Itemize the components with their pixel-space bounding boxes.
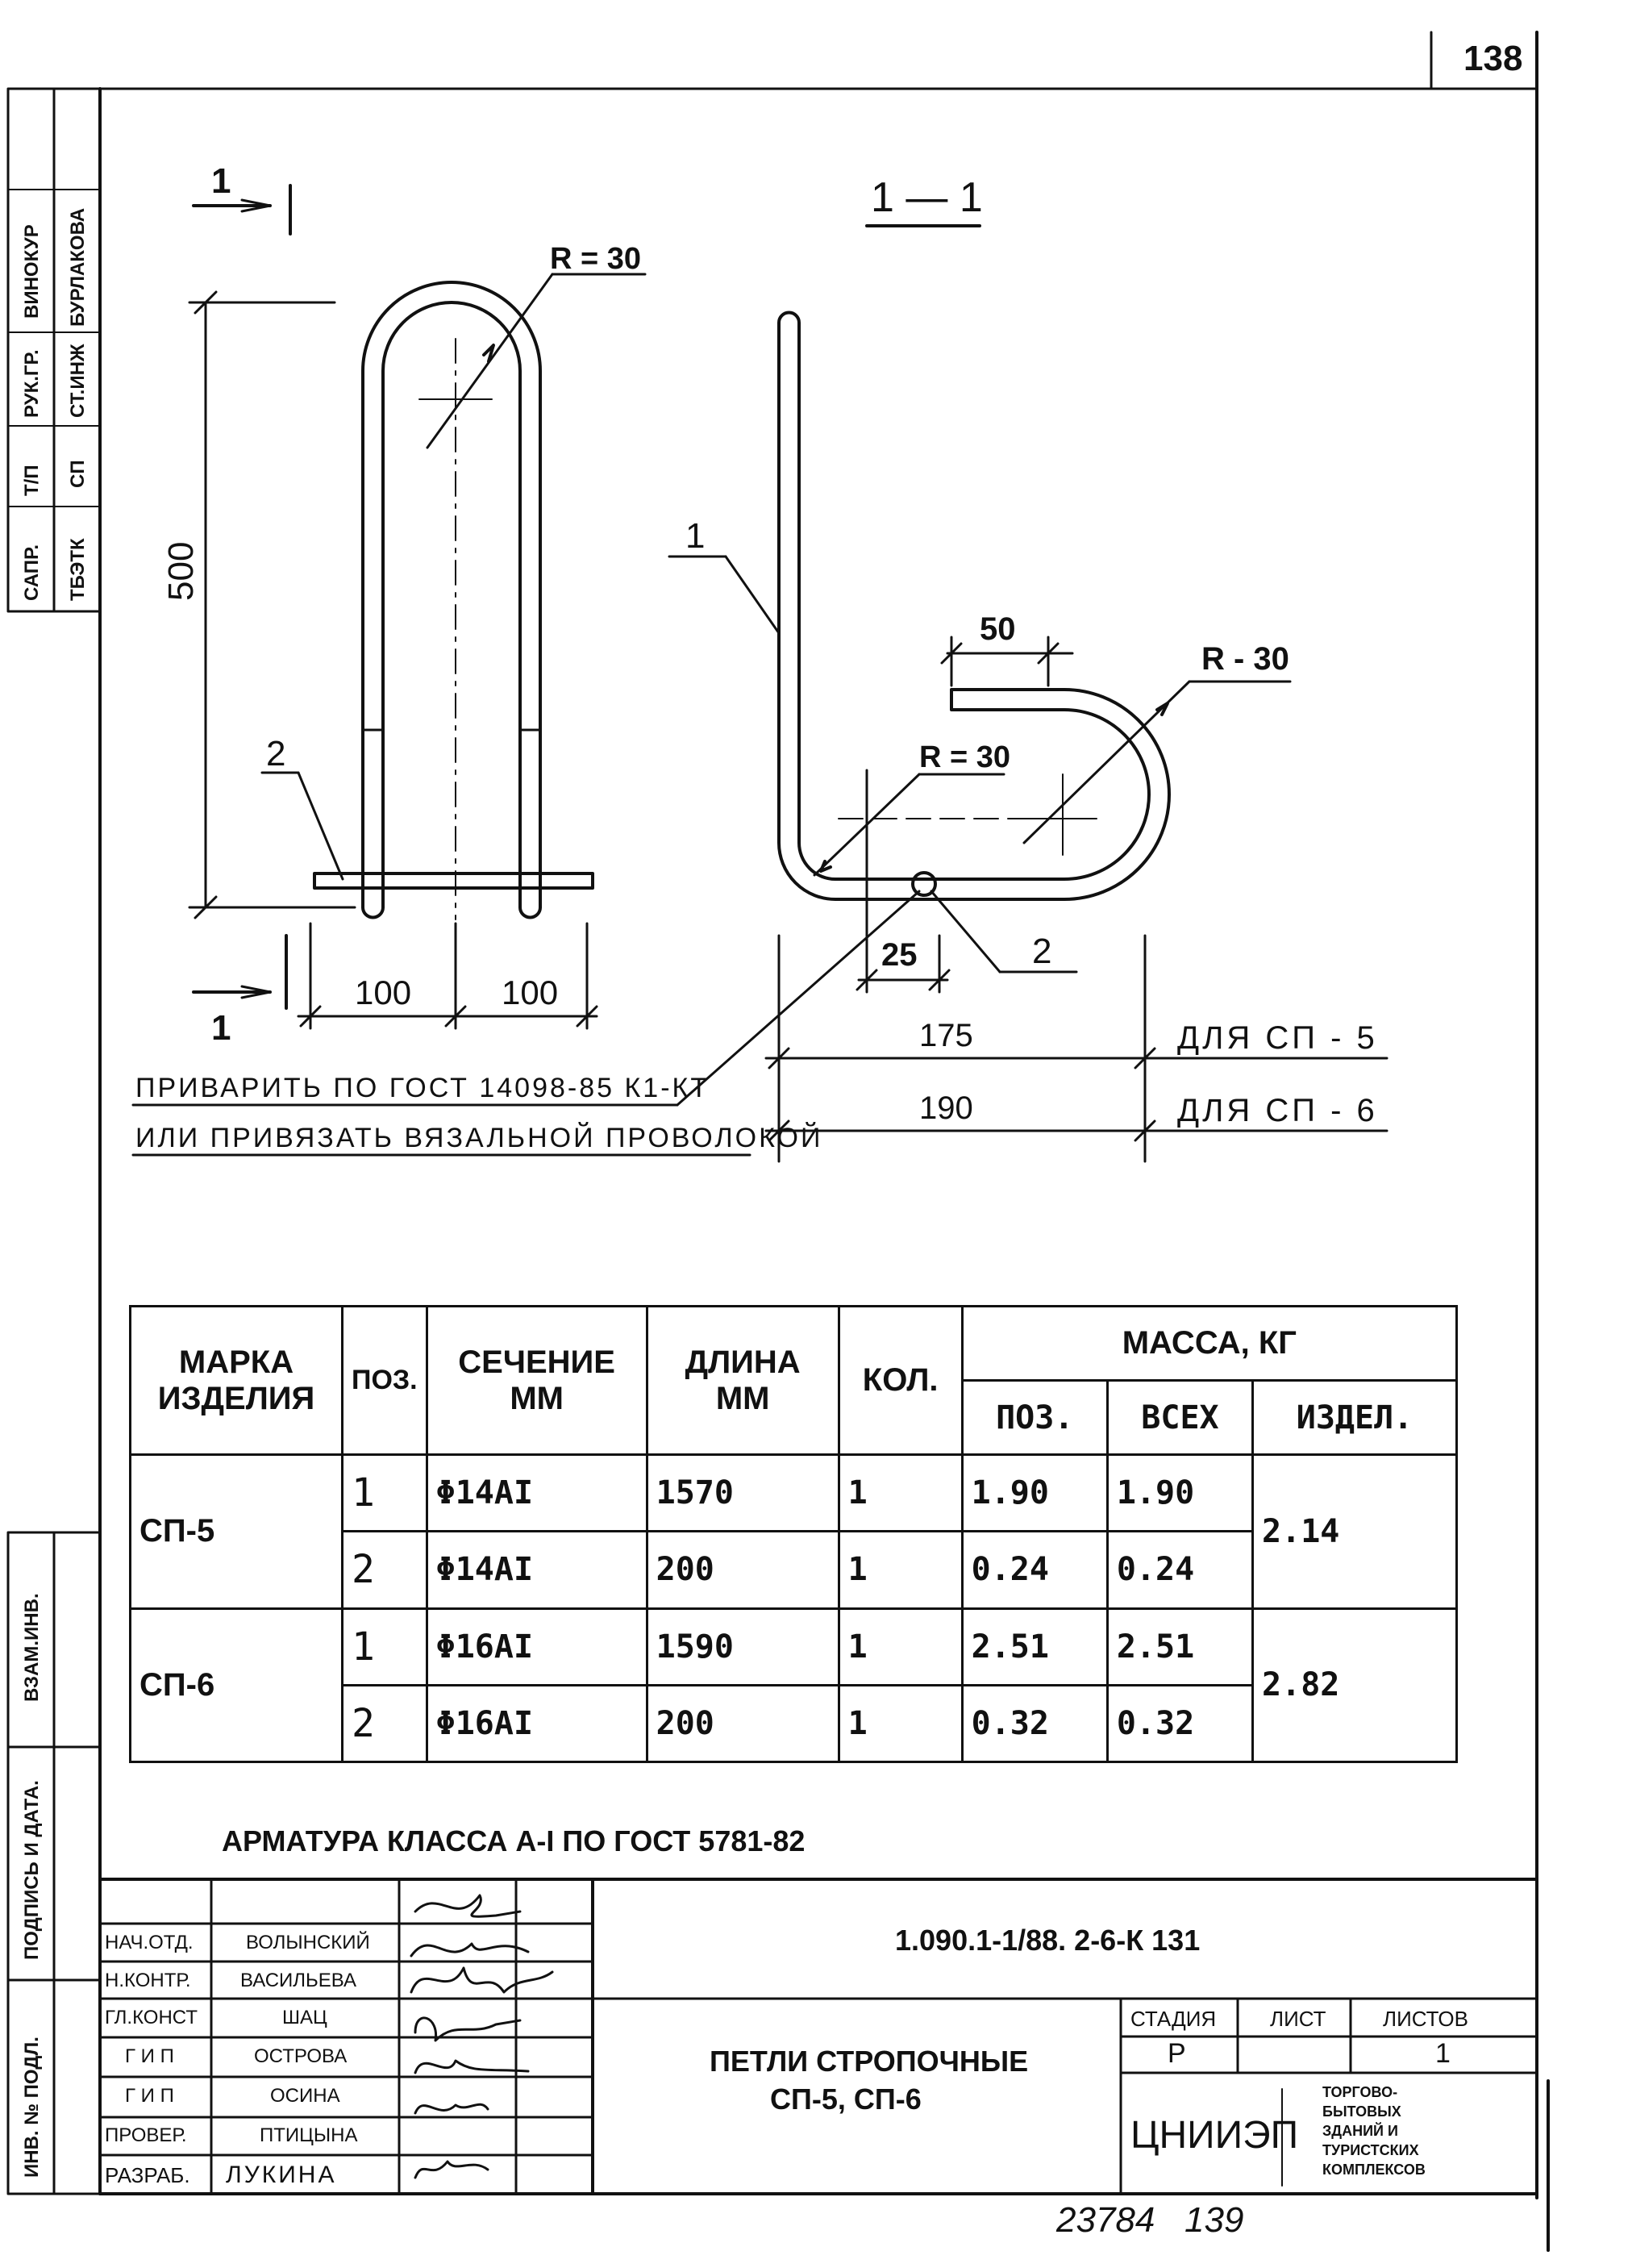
- dim-r-top: R = 30: [550, 242, 642, 276]
- dim-100-right: 100: [502, 973, 559, 1011]
- mass-all-cell: 0.32: [1107, 1685, 1252, 1761]
- pos-cell: 1: [343, 1455, 427, 1532]
- org-desc-line: ТУРИСТСКИХ: [1322, 2142, 1419, 2158]
- signatures: [399, 1879, 560, 2194]
- col-mass-item-header: ИЗДЕЛ.: [1253, 1381, 1457, 1455]
- stage-label: СТАДИЯ: [1130, 2007, 1217, 2031]
- col-section-header: СЕЧЕНИЕ ММ: [427, 1307, 647, 1455]
- name-lukina: ЛУКИНА: [226, 2162, 337, 2188]
- dim-r-small: R = 30: [919, 740, 1011, 774]
- role-gip-1: Г И П: [125, 2045, 174, 2067]
- role-prover: ПРОВЕР.: [105, 2124, 187, 2146]
- col-pos-header: ПОЗ.: [343, 1307, 427, 1455]
- dim-100-left: 100: [355, 973, 412, 1011]
- pos-cell: 2: [343, 1685, 427, 1761]
- organization-name: ЦНИИЭП: [1130, 2114, 1299, 2157]
- mass-pos-cell: 2.51: [962, 1608, 1107, 1685]
- name-vasilieva: ВАСИЛЬЕВА: [240, 1970, 356, 1991]
- mass-item-cell: 2.82: [1253, 1608, 1457, 1762]
- sheets-value: 1: [1435, 2038, 1451, 2069]
- name-ptitsyna: ПТИЦЫНА: [260, 2124, 358, 2146]
- pos-cell: 2: [343, 1532, 427, 1608]
- stamp-vinokur: ВИНОКУР: [21, 224, 43, 319]
- org-desc-line: БЫТОВЫХ: [1322, 2103, 1401, 2120]
- pos-cell: 1: [343, 1608, 427, 1685]
- dim-190: 190: [919, 1090, 973, 1126]
- role-gl-konst: ГЛ.КОНСТ: [105, 2007, 198, 2028]
- mass-all-cell: 1.90: [1107, 1455, 1252, 1532]
- stamp-tp: Т/П: [21, 465, 43, 496]
- qty-cell: 1: [839, 1455, 962, 1532]
- handwritten-footer-number: 23784 139: [1056, 2200, 1244, 2240]
- length-cell: 1570: [647, 1455, 839, 1532]
- drawing-title-line2: СП-5, СП-6: [770, 2082, 922, 2116]
- col-mark-header: МАРКА ИЗДЕЛИЯ: [131, 1307, 343, 1455]
- mark-cell: СП-5: [131, 1455, 343, 1609]
- stamp-sapr: САПР.: [21, 544, 43, 601]
- mass-all-cell: 2.51: [1107, 1608, 1252, 1685]
- for-sp5-label: ДЛЯ СП - 5: [1177, 1020, 1378, 1056]
- section-cell: Φ16АI: [427, 1685, 647, 1761]
- col-mass-all-header: ВСЕХ: [1107, 1381, 1252, 1455]
- col-mass-header: МАССА, КГ: [962, 1307, 1456, 1381]
- sheet-label: ЛИСТ: [1270, 2007, 1326, 2031]
- length-cell: 1590: [647, 1608, 839, 1685]
- section-mark-bottom: 1: [211, 1008, 231, 1048]
- stage-value: Р: [1168, 2038, 1186, 2069]
- specification-table: [129, 1305, 1458, 1763]
- dim-500: 500: [161, 541, 201, 601]
- organization-description: [1322, 2082, 1426, 2179]
- length-cell: 200: [647, 1685, 839, 1761]
- qty-cell: 1: [839, 1608, 962, 1685]
- name-osina: ОСИНА: [270, 2085, 340, 2107]
- role-razrab: РАЗРАБ.: [105, 2163, 190, 2187]
- pos-label-2-right: 2: [1032, 932, 1052, 971]
- stamp-vzam-inv: ВЗАМ.ИНВ.: [21, 1593, 43, 1702]
- drawing-code: 1.090.1-1/88. 2-6-К 131: [895, 1924, 1201, 1957]
- mass-pos-cell: 0.32: [962, 1685, 1107, 1761]
- name-shats: ШАЦ: [282, 2007, 327, 2028]
- table-row: [131, 1608, 1457, 1685]
- section-cell: Φ14АI: [427, 1455, 647, 1532]
- mass-all-cell: 0.24: [1107, 1532, 1252, 1608]
- col-length-header: ДЛИНА ММ: [647, 1307, 839, 1455]
- section-cell: Φ14АI: [427, 1532, 647, 1608]
- mark-cell: СП-6: [131, 1608, 343, 1762]
- name-volynsky: ВОЛЫНСКИЙ: [246, 1932, 370, 1953]
- qty-cell: 1: [839, 1685, 962, 1761]
- table-row: [131, 1455, 1457, 1532]
- page-number: 138: [1463, 39, 1523, 78]
- stamp-ruk-gr: РУК.ГР.: [21, 349, 43, 418]
- dim-r-big: R - 30: [1201, 641, 1289, 677]
- section-mark-top: 1: [211, 161, 231, 201]
- dim-175: 175: [919, 1018, 973, 1053]
- stamp-tbetk: ТБЭТК: [67, 538, 89, 601]
- length-cell: 200: [647, 1532, 839, 1608]
- org-desc-line: КОМПЛЕКСОВ: [1322, 2162, 1426, 2178]
- role-gip-2: Г И П: [125, 2085, 174, 2107]
- drawing-title-line1: ПЕТЛИ СТРОПОЧНЫЕ: [710, 2045, 1029, 2078]
- section-cell: Φ16АI: [427, 1608, 647, 1685]
- weld-note-line1: ПРИВАРИТЬ ПО ГОСТ 14098-85 К1-КТ: [135, 1073, 710, 1103]
- stamp-sp: СП: [67, 460, 89, 488]
- stamp-inv-podl: ИНВ. № ПОДЛ.: [21, 2037, 43, 2178]
- pos-label-2-left: 2: [266, 734, 286, 773]
- stamp-podpis-data: ПОДПИСЬ И ДАТА.: [21, 1780, 43, 1960]
- col-qty-header: КОЛ.: [839, 1307, 962, 1455]
- name-ostrova: ОСТРОВА: [254, 2045, 348, 2067]
- col-mass-pos-header: ПОЗ.: [962, 1381, 1107, 1455]
- sheets-label: ЛИСТОВ: [1383, 2007, 1468, 2031]
- mass-pos-cell: 0.24: [962, 1532, 1107, 1608]
- stamp-st-inzh: СТ.ИНЖ: [67, 344, 89, 418]
- pos-label-1: 1: [685, 516, 706, 556]
- mass-item-cell: 2.14: [1253, 1455, 1457, 1609]
- dim-50: 50: [980, 611, 1016, 647]
- role-nach-otd: НАЧ.ОТД.: [105, 1932, 194, 1953]
- org-desc-line: ЗДАНИЙ И: [1322, 2123, 1398, 2139]
- qty-cell: 1: [839, 1532, 962, 1608]
- section-title: 1 — 1: [871, 174, 983, 221]
- stamp-burlakova: БУРЛАКОВА: [67, 207, 89, 327]
- mass-pos-cell: 1.90: [962, 1455, 1107, 1532]
- role-n-kontr: Н.КОНТР.: [105, 1970, 191, 1991]
- weld-note-line2: ИЛИ ПРИВЯЗАТЬ ВЯЗАЛЬНОЙ ПРОВОЛОКОЙ: [135, 1123, 823, 1153]
- dim-25: 25: [881, 937, 918, 973]
- rebar-class-note: АРМАТУРА КЛАССА А-I ПО ГОСТ 5781-82: [222, 1824, 806, 1857]
- for-sp6-label: ДЛЯ СП - 6: [1177, 1093, 1378, 1128]
- org-desc-line: ТОРГОВО-: [1322, 2084, 1398, 2100]
